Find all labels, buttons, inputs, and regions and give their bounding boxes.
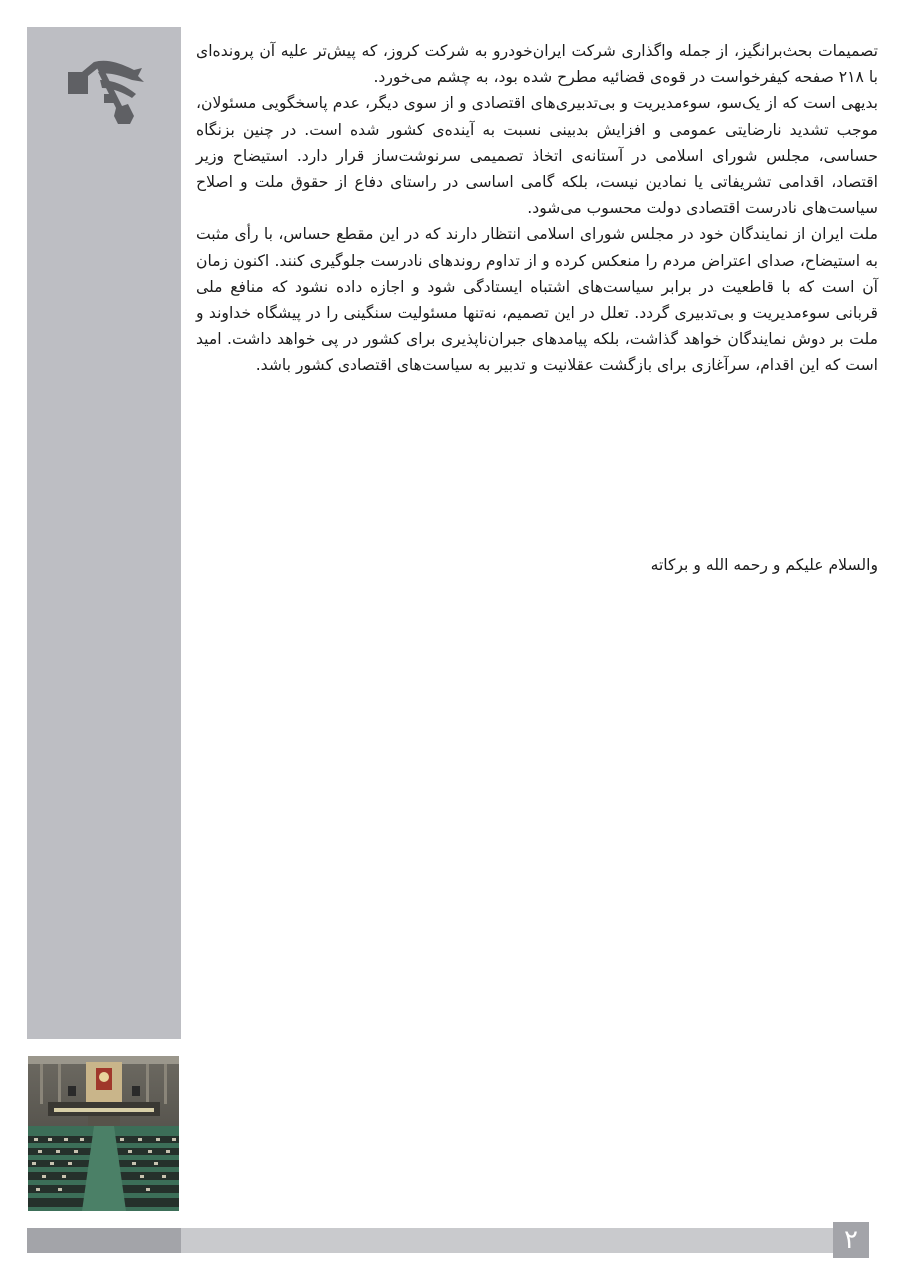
closing-salutation: والسلام علیکم و رحمه الله و برکاته bbox=[650, 556, 878, 574]
article-paragraph: بدیهی است که از یک‌سو، سوءمدیریت و بی‌تدبیری‌های اقتصادی و از سوی دیگر، عدم پاسخگویی مسئولان، موجب تشدید نارضایتی عمومی و افزایش بدبینی نسبت به آینده‌ی کشور شده است. در چنین بزنگاه حساسی، مجلس شورای اسلامی در آستانه‌ی اتخاذ تصمیمی سرنوشت‌ساز قرار دارد. استیضاح وزیر اقتصاد، اقدامی تشریفاتی یا نمادین نیست، بلکه گامی اساسی در راستای دفاع از حقوق ملت و اصلاح سیاست‌های نادرست اقتصادی دولت محسوب می‌شود. bbox=[196, 94, 878, 218]
footer-bar bbox=[181, 1228, 833, 1253]
article-paragraph: تصمیمات بحث‌برانگیز، از جمله واگذاری شرکت ایران‌خودرو به شرکت کروز، که پیش‌تر علیه آن پرونده‌ای با ۲۱۸ صفحه کیفرخواست در قوه‌ی قضائیه مطرح شده بود، به چشم می‌خورد. bbox=[196, 42, 878, 87]
sidebar-panel bbox=[27, 27, 181, 1039]
article-body bbox=[196, 38, 878, 379]
footer-bar-left bbox=[27, 1228, 181, 1253]
page-number: ۲ bbox=[833, 1222, 869, 1258]
article-paragraph: ملت ایران از نمایندگان خود در مجلس شورای اسلامی انتظار دارند که در این مقطع حساس، با رأی مثبت به استیضاح، صدای اعتراض مردم را منعکس کرده و از تداوم روندهای نادرست جلوگیری کنند. اکنون زمان آن است که با قاطعیت در برابر سیاست‌های اشتباه ایستادگی شود و اجازه داده نشود که منافع ملی قربانی سوءمدیریت و بی‌تدبیری گردد. تعلل در این تصمیم، نه‌تنها مسئولیت سنگینی را در پیشگاه خداوند و ملت بر دوش نمایندگان خواهد گذاشت، بلکه پیامدهای جبران‌ناپذیری برای کشور در پی خواهد داشت. امید است که این اقدام، سرآغازی برای بازگشت عقلانیت و تدبیر به سیاست‌های اقتصادی کشور باشد. bbox=[196, 225, 878, 375]
parliament-photo bbox=[28, 1056, 179, 1211]
fist-flag-logo-icon bbox=[64, 54, 148, 128]
